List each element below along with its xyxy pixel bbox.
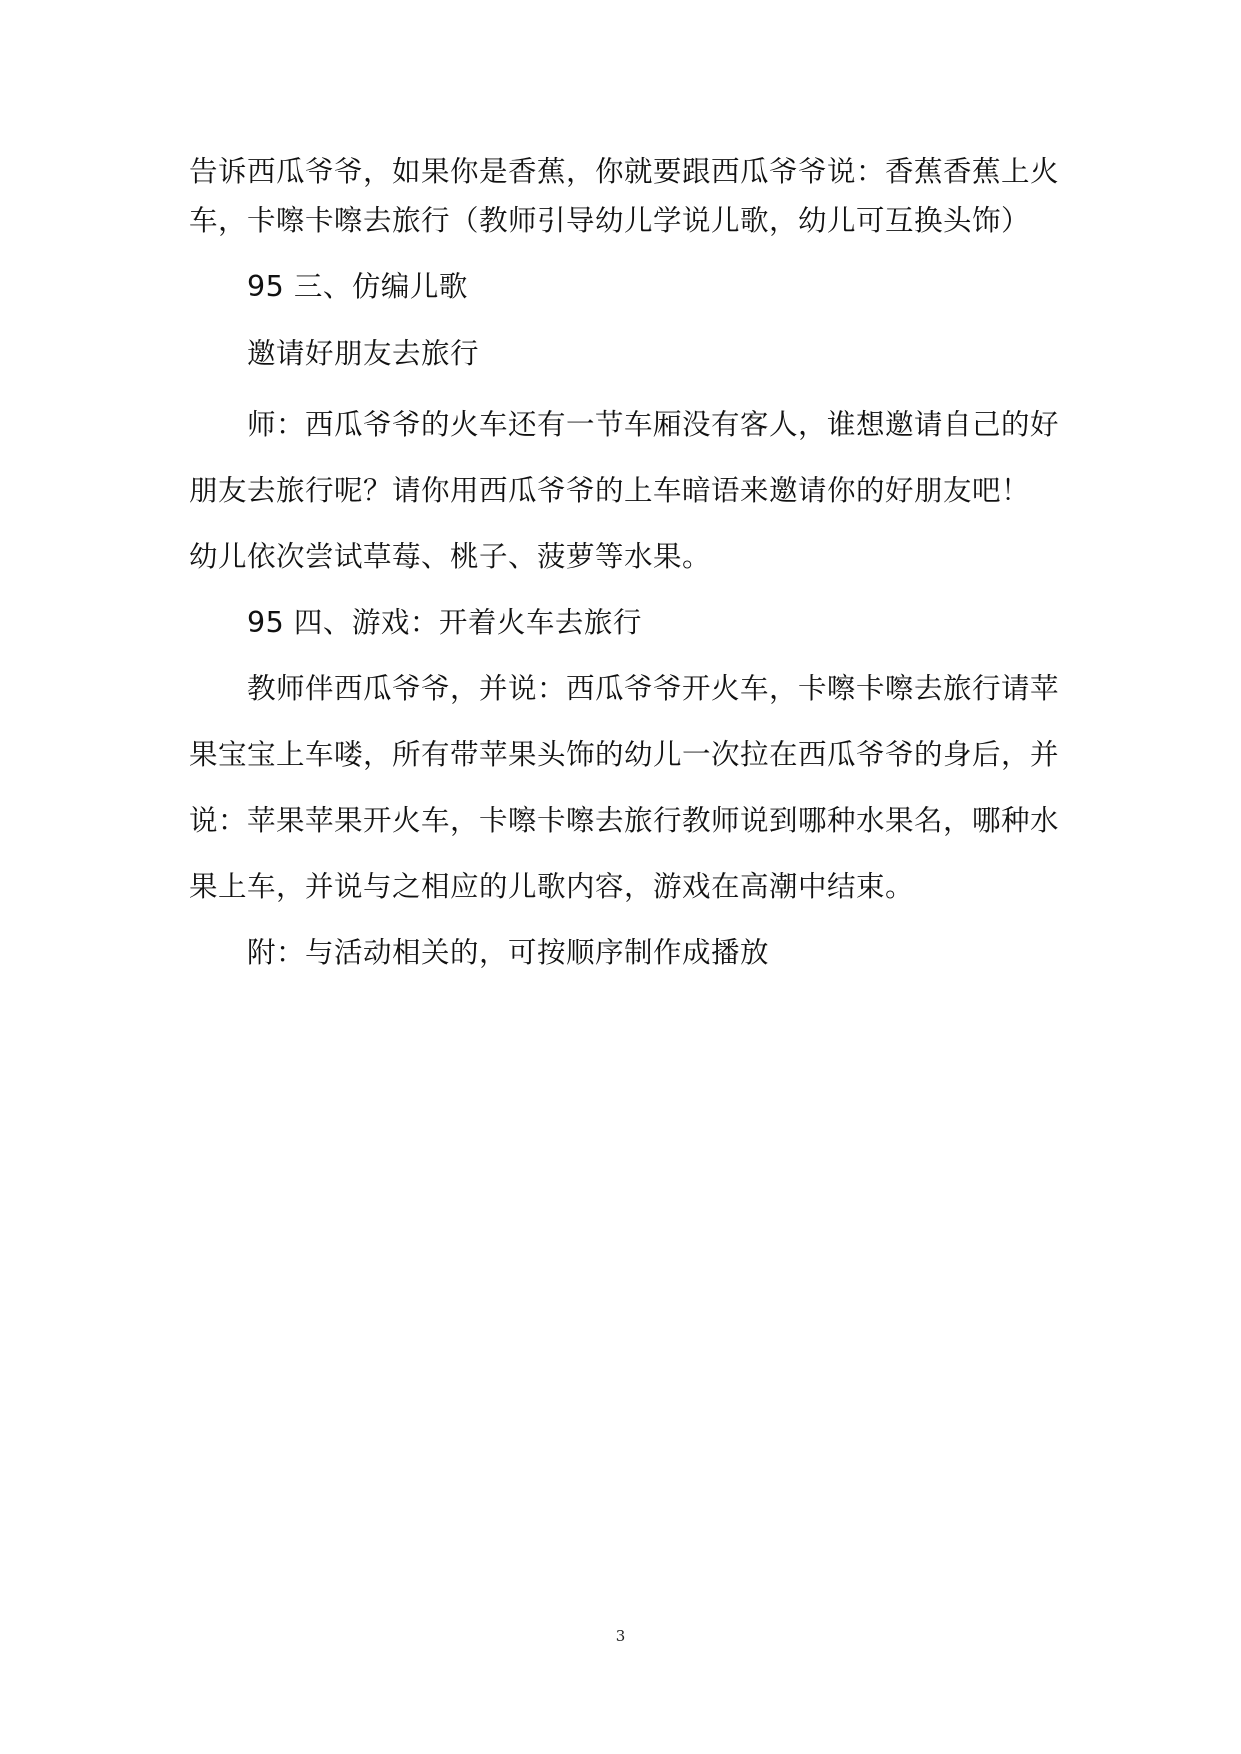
paragraph-line: 朋友去旅行呢？请你用西瓜爷爷的上车暗语来邀请你的好朋友吧！ [189,474,1031,507]
paragraph-line: 教师伴西瓜爷爷，并说：西瓜爷爷开火车，卡嚓卡嚓去旅行请苹 [247,672,1060,705]
paragraph-line: 果上车，并说与之相应的儿歌内容，游戏在高潮中结束。 [189,870,915,903]
page-number: 3 [615,1627,626,1645]
paragraph-line: 师：西瓜爷爷的火车还有一节车厢没有客人，谁想邀请自己的好 [247,408,1060,441]
paragraph-line: 车，卡嚓卡嚓去旅行（教师引导幼儿学说儿歌，幼儿可互换头饰） [189,204,1031,237]
section-heading: 95 三、仿编儿歌 [247,270,468,303]
paragraph-line: 说：苹果苹果开火车，卡嚓卡嚓去旅行教师说到哪种水果名，哪种水 [189,804,1060,837]
section-heading: 95 四、游戏：开着火车去旅行 [247,606,642,639]
paragraph-line: 告诉西瓜爷爷，如果你是香蕉，你就要跟西瓜爷爷说：香蕉香蕉上火 [189,155,1060,188]
subheading: 邀请好朋友去旅行 [247,337,480,370]
paragraph-line: 附：与活动相关的，可按顺序制作成播放 [247,936,770,969]
paragraph-line: 果宝宝上车喽，所有带苹果头饰的幼儿一次拉在西瓜爷爷的身后，并 [189,738,1060,771]
paragraph-line: 幼儿依次尝试草莓、桃子、菠萝等水果。 [189,540,712,573]
